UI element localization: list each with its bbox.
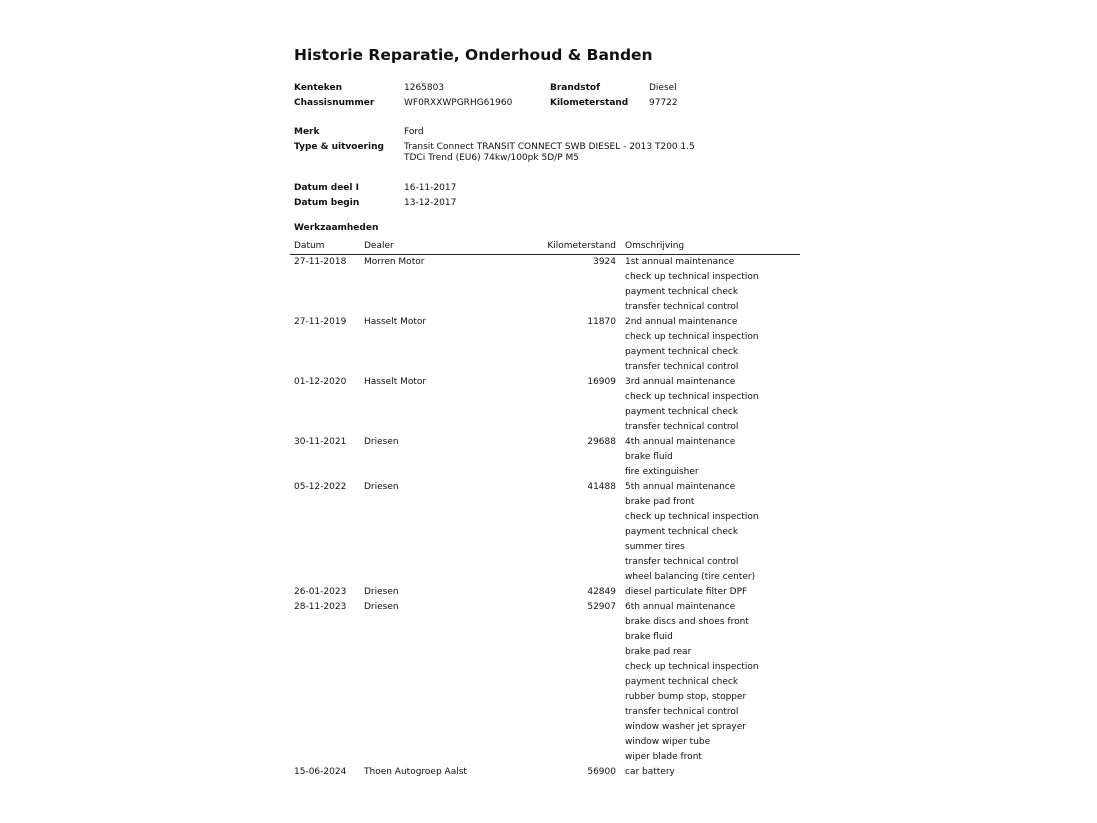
row-omschrijving [625,480,800,585]
row-date: 27-11-2019 [294,317,347,327]
description-line: transfer technical control [625,707,739,717]
table-row [290,600,800,765]
kenteken-label: Kenteken [294,83,342,93]
kilometerstand-value: 97722 [649,98,678,108]
row-omschrijving [625,255,800,315]
row-dealer: Thoen Autogroep Aalst [364,767,467,777]
description-line: 3rd annual maintenance [625,377,736,387]
description-line: wiper blade front [625,752,702,762]
description-line: payment technical check [625,287,739,297]
description-line: wheel balancing (tire center) [625,572,756,582]
row-dealer: Hasselt Motor [364,317,427,327]
type-value-line2: TDCi Trend (EU6) 74kw/100pk 5D/P M5 [404,153,579,163]
brandstof-label: Brandstof [550,83,600,93]
description-line: 4th annual maintenance [625,437,736,447]
row-omschrijving [625,315,800,375]
type-label: Type & uitvoering [294,142,384,152]
description-line: transfer technical control [625,302,739,312]
table-row [290,480,800,585]
row-omschrijving [625,435,800,480]
description-line: payment technical check [625,347,739,357]
row-date: 15-06-2024 [294,767,347,777]
table-header [290,240,800,255]
row-kilometerstand: 41488 [587,482,616,492]
description-line: transfer technical control [625,557,739,567]
col-omschrijving: Omschrijving [625,241,685,251]
description-line: payment technical check [625,527,739,537]
row-dealer: Hasselt Motor [364,377,427,387]
row-kilometerstand: 11870 [587,317,616,327]
description-line: check up technical inspection [625,332,759,342]
description-line: 5th annual maintenance [625,482,736,492]
datum-begin-label: Datum begin [294,198,360,208]
description-line: check up technical inspection [625,512,759,522]
description-line: brake pad rear [625,647,692,657]
datum-deel-label: Datum deel I [294,183,359,193]
description-line: transfer technical control [625,362,739,372]
row-omschrijving [625,765,800,780]
description-line: fire extinguisher [625,467,699,477]
description-line: car battery [625,767,675,777]
page-title: Historie Reparatie, Onderhoud & Banden [294,46,653,64]
description-line: check up technical inspection [625,662,759,672]
row-kilometerstand: 42849 [587,587,616,597]
description-line: diesel particulate filter DPF [625,587,748,597]
row-kilometerstand: 16909 [587,377,616,387]
row-omschrijving [625,375,800,435]
row-omschrijving [625,585,800,600]
description-line: brake pad front [625,497,695,507]
kilometerstand-label: Kilometerstand [550,98,629,108]
datum-begin-value: 13-12-2017 [404,198,457,208]
description-line: payment technical check [625,407,739,417]
description-line: brake discs and shoes front [625,617,749,627]
brandstof-value: Diesel [649,83,677,93]
row-kilometerstand: 52907 [587,602,616,612]
row-dealer: Driesen [364,482,399,492]
chassis-value: WF0RXXWPGRHG61960 [404,98,513,108]
description-line: 1st annual maintenance [625,257,735,267]
row-dealer: Driesen [364,587,399,597]
row-date: 01-12-2020 [294,377,347,387]
work-table [290,240,800,780]
table-row [290,375,800,435]
col-dealer: Dealer [364,241,394,251]
description-line: summer tires [625,542,685,552]
row-date: 26-01-2023 [294,587,347,597]
row-dealer: Driesen [364,602,399,612]
table-row [290,585,800,600]
description-line: brake fluid [625,452,673,462]
datum-deel-value: 16-11-2017 [404,183,457,193]
description-line: check up technical inspection [625,272,759,282]
table-row [290,435,800,480]
col-kilometerstand: Kilometerstand [547,241,616,251]
description-line: 6th annual maintenance [625,602,736,612]
description-line: payment technical check [625,677,739,687]
row-omschrijving [625,600,800,765]
description-line: brake fluid [625,632,673,642]
row-kilometerstand: 56900 [587,767,616,777]
description-line: 2nd annual maintenance [625,317,738,327]
description-line: check up technical inspection [625,392,759,402]
row-kilometerstand: 3924 [593,257,616,267]
description-line: window washer jet sprayer [625,722,746,732]
row-dealer: Morren Motor [364,257,425,267]
description-line: transfer technical control [625,422,739,432]
merk-value: Ford [404,127,424,137]
table-row [290,765,800,780]
row-date: 28-11-2023 [294,602,347,612]
table-row [290,315,800,375]
row-date: 05-12-2022 [294,482,347,492]
chassis-label: Chassisnummer [294,98,375,108]
description-line: window wiper tube [625,737,711,747]
kenteken-value: 1265803 [404,83,445,93]
col-datum: Datum [294,241,325,251]
table-row [290,255,800,315]
type-value-line1: Transit Connect TRANSIT CONNECT SWB DIESEL - 2013 T200 1.5 [404,142,695,152]
merk-label: Merk [294,127,320,137]
row-date: 27-11-2018 [294,257,347,267]
row-date: 30-11-2021 [294,437,347,447]
row-kilometerstand: 29688 [587,437,616,447]
description-line: rubber bump stop, stopper [625,692,747,702]
row-dealer: Driesen [364,437,399,447]
werkzaamheden-heading: Werkzaamheden [294,223,379,233]
